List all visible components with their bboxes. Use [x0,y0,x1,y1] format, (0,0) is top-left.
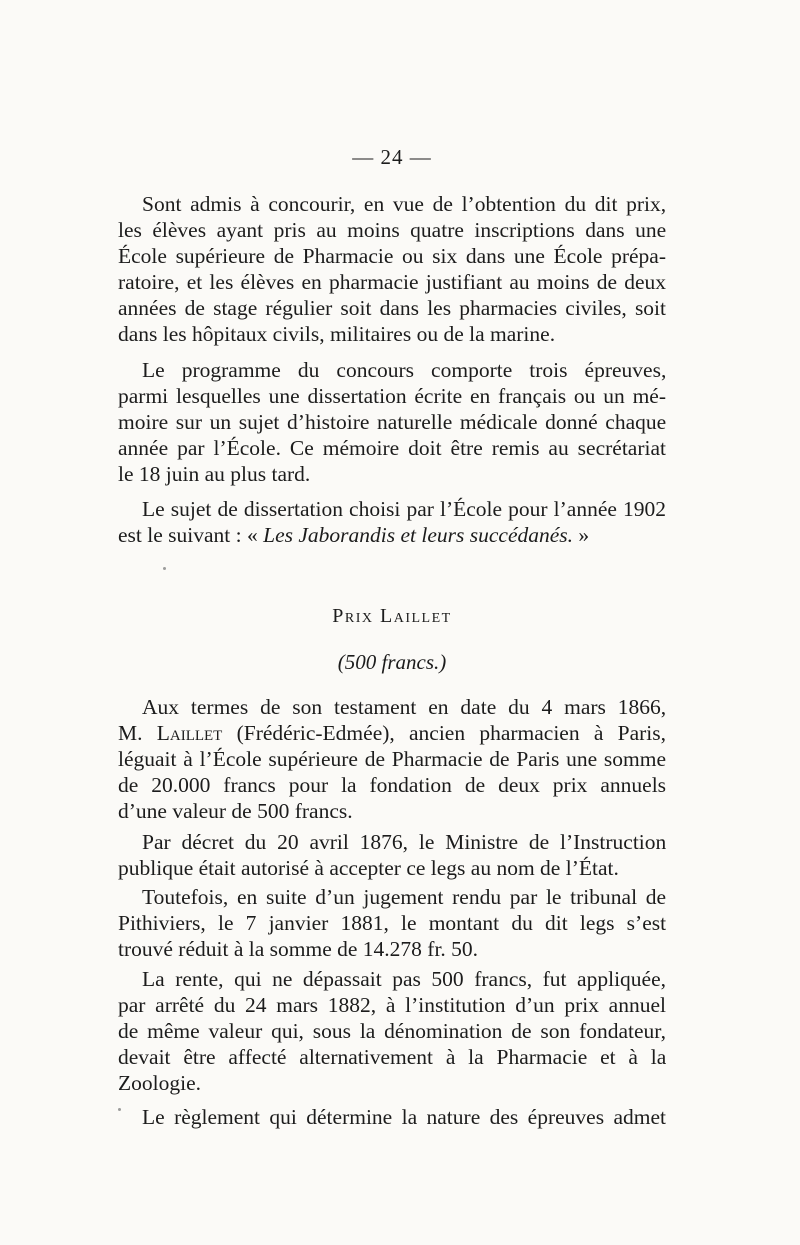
text-line: le 18 juin au plus tard. [118,462,311,487]
text-line: dans les hôpitaux civils, militaires ou de la marine. [118,322,556,347]
text-line: Par décret du 20 avril 1876, le Ministre de l’Instruction [142,830,667,854]
section-title: Prix Laillet [332,605,452,627]
text-line: de 20.000 francs pour la fondation de deux prix annuels [118,773,667,798]
founder-name: Laillet [156,721,223,746]
text-line: Aux termes de son testament en date du 4 mars 1866, [142,695,667,719]
text-line: Le programme du concours comporte trois épreuves, [142,358,667,382]
text-line [118,522,666,548]
dissertation-title: Les Jaborandis et leurs succédanés. [263,523,574,548]
text-line: Pithiviers, le 7 janvier 1881, le montant du dit legs s’est [118,911,667,936]
text-fragment: (Frédéric-Edmée), ancien pharmacien à Paris, [236,721,666,746]
ink-speck [118,1108,121,1111]
paragraph-decree [118,829,666,881]
text-fragment: » [578,523,590,548]
section-subtitle: (500 francs.) [337,650,447,674]
text-line: Le sujet de dissertation choisi par l’École pour l’année 1902 [142,497,666,521]
text-line: La rente, qui ne dépassait pas 500 francs, fut appliquée, [142,967,666,991]
text-line: École supérieure de Pharmacie ou six dans une École prépa- [118,244,666,269]
text-line: Toutefois, en suite d’un jugement rendu par le tribunal de [142,885,667,909]
paragraph-testament [118,694,666,824]
paragraph-rente [118,966,666,1096]
text-line: trouvé réduit à la somme de 14.278 fr. 50. [118,937,479,962]
document-page [118,0,666,1245]
text-line: par arrêté du 24 mars 1882, à l’institution d’un prix annuel [118,993,666,1018]
text-line: d’une valeur de 500 francs. [118,799,353,824]
text-fragment: est le suivant : « [118,523,258,548]
text-line: Sont admis à concourir, en vue de l’obtention du dit prix, [142,192,667,216]
text-line: léguait à l’École supérieure de Pharmacie de Paris une somme [118,747,666,772]
text-line: années de stage régulier soit dans les pharmacies civiles, soit [118,296,667,321]
paragraph-reglement [118,1104,666,1130]
text-fragment: M. [118,721,143,746]
paragraph-judgement [118,884,666,962]
text-line: moire sur un sujet d’histoire naturelle médicale donné chaque [118,410,667,435]
text-line: devait être affecté alternativement à la Pharmacie et à la [118,1045,667,1070]
text-line [118,720,666,746]
text-line: année par l’École. Ce mémoire doit être remis au secrétariat [118,436,666,461]
text-line: Zoologie. [118,1071,201,1096]
page-number: — 24 — [352,145,432,169]
ink-speck [163,567,166,570]
text-line: les élèves ayant pris au moins quatre inscriptions dans une [118,218,667,243]
text-line: Le règlement qui détermine la nature des épreuves admet [142,1105,666,1129]
text-line: parmi lesquelles une dissertation écrite en français ou un mé- [118,384,666,409]
text-line: de même valeur qui, sous la dénomination de son fondateur, [118,1019,666,1044]
text-line: ratoire, et les élèves en pharmacie justifiant au moins de deux [118,270,666,295]
paragraph-admission [118,191,666,348]
paragraph-subject [118,496,666,548]
paragraph-programme [118,357,666,487]
text-line: publique était autorisé à accepter ce legs au nom de l’État. [118,856,619,881]
